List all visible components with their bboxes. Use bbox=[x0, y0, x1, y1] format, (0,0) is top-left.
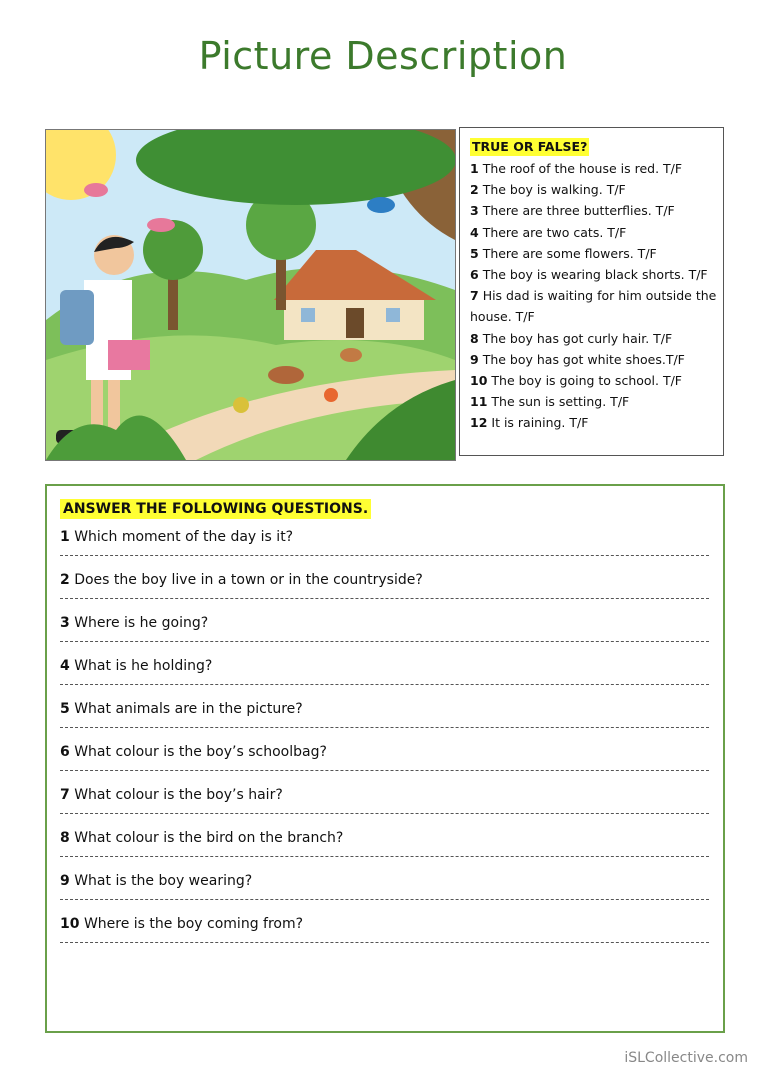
true-false-panel bbox=[459, 127, 724, 456]
answer-line[interactable] bbox=[60, 942, 709, 943]
tf-item: 6 The boy is wearing black shorts. T/F bbox=[470, 267, 708, 283]
question: 1 Which moment of the day is it? bbox=[60, 529, 294, 545]
tf-item: 9 The boy has got white shoes.T/F bbox=[470, 351, 685, 367]
tf-item: 1 The roof of the house is red. T/F bbox=[470, 161, 683, 176]
answer-line[interactable] bbox=[60, 684, 709, 685]
question: 6 What colour is the boy’s schoolbag? bbox=[60, 744, 327, 760]
question: 8 What colour is the bird on the branch? bbox=[60, 830, 344, 846]
answer-line[interactable] bbox=[60, 856, 709, 857]
tf-item: 7 His dad is waiting for him outside the house. T/F bbox=[470, 288, 717, 325]
page-title: Picture Description bbox=[198, 34, 568, 78]
answer-line[interactable] bbox=[60, 555, 709, 556]
question: 7 What colour is the boy’s hair? bbox=[60, 787, 283, 803]
question: 9 What is the boy wearing? bbox=[60, 873, 253, 889]
questions-heading: ANSWER THE FOLLOWING QUESTIONS. bbox=[60, 499, 371, 519]
tf-item: 2 The boy is walking. T/F bbox=[470, 182, 626, 198]
scene-illustration bbox=[45, 129, 456, 461]
questions-panel bbox=[45, 484, 725, 1033]
tf-item: 3 There are three butterflies. T/F bbox=[470, 203, 675, 219]
answer-line[interactable] bbox=[60, 899, 709, 900]
tf-item: 10 The boy is going to school. T/F bbox=[470, 373, 682, 389]
answer-line[interactable] bbox=[60, 641, 709, 642]
footer-watermark: iSLCollective.com bbox=[624, 1050, 748, 1066]
tf-item: 8 The boy has got curly hair. T/F bbox=[470, 330, 673, 346]
question: 4 What is he holding? bbox=[60, 658, 213, 674]
question: 3 Where is he going? bbox=[60, 615, 209, 631]
answer-line[interactable] bbox=[60, 727, 709, 728]
true-false-heading: TRUE OR FALSE? bbox=[472, 139, 588, 154]
answer-line[interactable] bbox=[60, 813, 709, 814]
tf-item: 5 There are some flowers. T/F bbox=[470, 245, 657, 261]
question: 10 Where is the boy coming from? bbox=[60, 916, 304, 932]
tf-item: 11 The sun is setting. T/F bbox=[470, 394, 630, 410]
answer-line[interactable] bbox=[60, 770, 709, 771]
tf-item: 4 There are two cats. T/F bbox=[470, 224, 627, 240]
tf-item: 12 It is raining. T/F bbox=[470, 415, 589, 431]
question: 5 What animals are in the picture? bbox=[60, 701, 303, 717]
answer-line[interactable] bbox=[60, 598, 709, 599]
question: 2 Does the boy live in a town or in the countryside? bbox=[60, 572, 423, 588]
